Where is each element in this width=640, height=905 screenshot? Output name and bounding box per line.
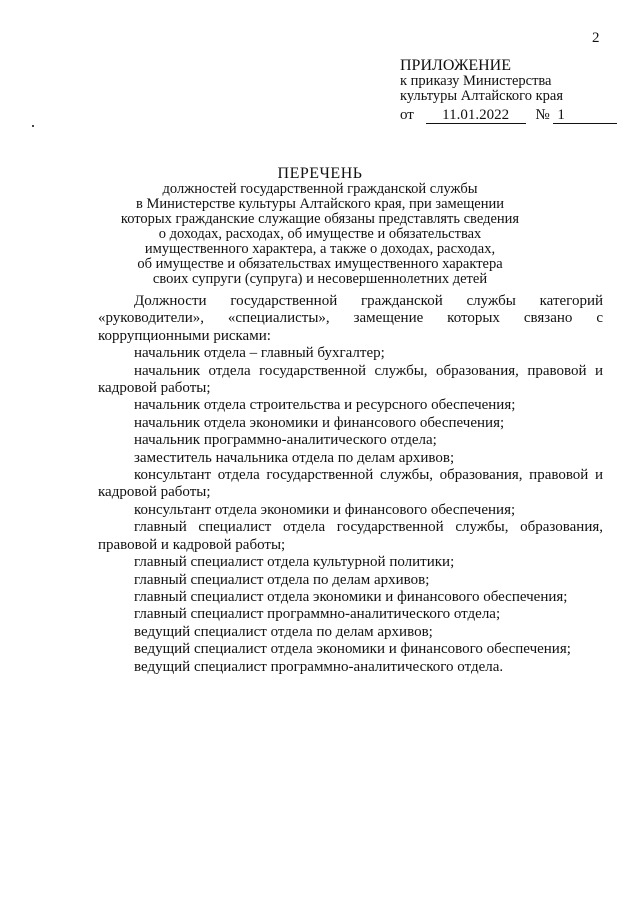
list-item (98, 572, 603, 589)
list-item (98, 467, 603, 502)
list-item (98, 659, 603, 676)
list-item (98, 502, 603, 519)
list-item (98, 606, 603, 623)
title-line: своих супруги (супруга) и несовершеннолетних детей (152, 271, 488, 287)
list-item-line: консультант отдела государственной службы, образования, правовой и (134, 467, 603, 484)
list-item-line: начальник отдела – главный бухгалтер; (134, 345, 385, 362)
list-item-line: ведущий специалист программно-аналитического отдела. (134, 658, 504, 675)
document-body (98, 293, 603, 676)
list-item-line: заместитель начальника отдела по делам архивов; (134, 449, 455, 466)
title-main: ПЕРЕЧЕНЬ (277, 165, 363, 182)
appendix-line-1: к приказу Министерства (400, 73, 552, 89)
intro-line: «руководители», «специалисты», замещение которых связано с (98, 310, 603, 327)
list-item (98, 554, 603, 571)
list-item-line: консультант отдела экономики и финансового обеспечения; (134, 501, 516, 518)
list-item (98, 432, 603, 449)
list-item (98, 641, 603, 658)
appendix-title: ПРИЛОЖЕНИЕ (400, 57, 512, 74)
list-item-line: начальник отдела экономики и финансового обеспечения; (134, 414, 505, 431)
list-item-line: кадровой работы; (98, 380, 211, 397)
list-item-line: ведущий специалист отдела экономики и финансового обеспечения; (134, 641, 571, 658)
order-number-label: № (535, 107, 550, 123)
list-item (98, 624, 603, 641)
list-item (98, 415, 603, 432)
title-line: которых гражданские служащие обязаны представлять сведения (120, 211, 520, 227)
title-line: об имуществе и обязательствах имущественного характера (137, 256, 503, 272)
title-line: имущественного характера, а также о доходах, расходах, (144, 241, 496, 257)
list-item-line: начальник отдела государственной службы, образования, правовой и (134, 362, 603, 379)
list-item-line: начальник программно-аналитического отдела; (134, 432, 437, 449)
list-item-line: ведущий специалист отдела по делам архивов; (134, 623, 433, 640)
appendix-block (400, 57, 610, 104)
list-item (98, 450, 603, 467)
list-item (98, 519, 603, 554)
list-item-line: главный специалист отдела экономики и финансового обеспечения; (134, 588, 568, 605)
page-number: 2 (592, 30, 600, 46)
list-item-line: правовой и кадровой работы; (98, 536, 286, 553)
order-from-label: от (400, 107, 414, 123)
list-item (98, 589, 603, 606)
title-line: должностей государственной гражданской службы (162, 181, 478, 197)
intro-paragraph (98, 293, 603, 345)
list-item (98, 397, 603, 414)
title-line: о доходах, расходах, об имуществе и обязательствах (158, 226, 482, 242)
order-date: 11.01.2022 (426, 107, 526, 124)
list-item-line: главный специалист отдела по делам архивов; (134, 571, 430, 588)
intro-line: Должности государственной гражданской службы категорий (134, 293, 603, 309)
list-item (98, 363, 603, 398)
intro-line: коррупционными рисками: (98, 327, 271, 344)
scan-dot (32, 125, 34, 127)
list-item-line: главный специалист отдела государственной службы, образования, (134, 519, 603, 536)
order-number: 1 (553, 107, 617, 124)
list-item-line: главный специалист отдела культурной политики; (134, 554, 455, 571)
title-line: в Министерстве культуры Алтайского края, при замещении (135, 196, 505, 212)
order-reference (400, 107, 617, 124)
list-item-line: главный специалист программно-аналитического отдела; (134, 606, 501, 623)
list-item-line: начальник отдела строительства и ресурсного обеспечения; (134, 397, 516, 414)
list-item-line: кадровой работы; (98, 484, 211, 501)
appendix-line-2: культуры Алтайского края (400, 88, 564, 104)
document-title (90, 165, 550, 287)
list-item (98, 345, 603, 362)
